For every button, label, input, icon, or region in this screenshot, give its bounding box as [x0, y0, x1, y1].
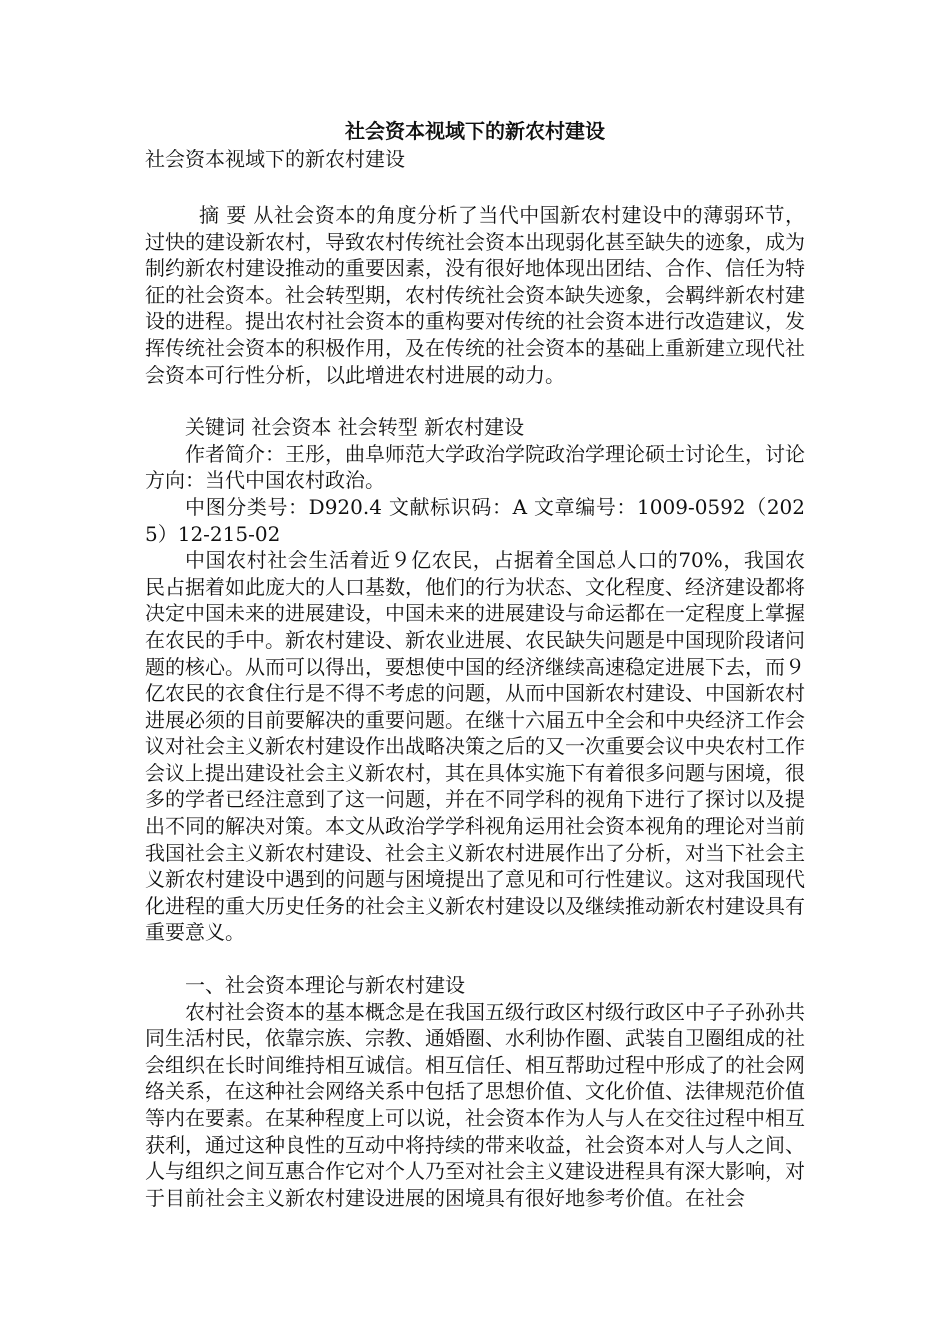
- spacer: [145, 946, 805, 972]
- intro-paragraph: 中国农村社会生活着近９亿农民，占据着全国总人口的70%，我国农民占据着如此庞大的人口基数，他们的行为状态、文化程度、经济建设都将决定中国未来的进展建设，中国未来的进展建设与命运都在一定程度上掌握在农民的手中。新农村建设、新农业进展、农民缺失问题是中国现阶段诸问题的核心。从而可以得出，要想使中国的经济继续高速稳定进展下去，而９亿农民的衣食住行是不得不考虑的问题，从而中国新农村建设、中国新农村进展必须的目前要解决的重要问题。在继十六届五中全会和中央经济工作会议对社会主义新农村建设作出战略决策之后的又一次重要会议中央农村工作会议上提出建设社会主义新农村，其在具体实施下有着很多问题与困境，很多的学者已经注意到了这一问题，并在不同学科的视角下进行了探讨以及提出不同的解决对策。本文从政治学学科视角运用社会资本视角的理论对当前我国社会主义新农村建设、社会主义新农村进展作出了分析，对当下社会主义新农村建设中遇到的问题与困境提出了意见和可行性建议。这对我国现代化进程的重大历史任务的社会主义新农村建设以及继续推动新农村建设具有重要意义。: [145, 548, 805, 945]
- keywords-line: 关键词 社会资本 社会转型 新农村建设: [185, 415, 525, 440]
- section-heading: 一、社会资本理论与新农村建设: [185, 973, 465, 998]
- spacer: [145, 388, 805, 414]
- section-body-paragraph: 农村社会资本的基本概念是在我国五级行政区村级行政区中子子孙孙共同生活村民，依靠宗族、宗教、通婚圈、水利协作圈、武装自卫圈组成的社会组织在长时间维持相互诚信。相互信任、相互帮助过程中形成了的社会网络关系，在这种社会网络关系中包括了思想价值、文化价值、法律规范价值等内在要素。在某种程度上可以说，社会资本作为人与人在交往过程中相互获利，通过这种良性的互动中将持续的带来收益，社会资本对人与人之间、人与组织之间互惠合作它对个人乃至对社会主义建设进程具有深大影响，对于目前社会主义新农村建设进展的困境具有很好地参考价值。在社会: [145, 999, 805, 1210]
- classification-paragraph: 中图分类号：D920.4 文献标识码：A 文章编号：1009-0592（2025）12-215-02: [145, 494, 805, 546]
- abstract-paragraph: 摘 要 从社会资本的角度分析了当代中国新农村建设中的薄弱环节，过快的建设新农村，导致农村传统社会资本出现弱化甚至缺失的迹象，成为制约新农村建设推动的重要因素，没有很好地体现出团结、合作、信任为特征的社会资本。社会转型期，农村传统社会资本缺失迹象，会羁绊新农村建设的进程。提出农村社会资本的重构要对传统的社会资本进行改造建议，发挥传统社会资本的积极作用，及在传统的社会资本的基础上重新建立现代社会资本可行性分析，以此增进农村进展的动力。: [145, 203, 805, 387]
- document-subtitle: 社会资本视域下的新农村建设: [145, 147, 405, 171]
- document-page: [145, 118, 805, 1211]
- document-title: 社会资本视域下的新农村建设: [345, 119, 605, 143]
- author-paragraph: 作者简介：王彤，曲阜师范大学政治学院政治学理论硕士讨论生，讨论方向：当代中国农村政治。: [145, 441, 805, 493]
